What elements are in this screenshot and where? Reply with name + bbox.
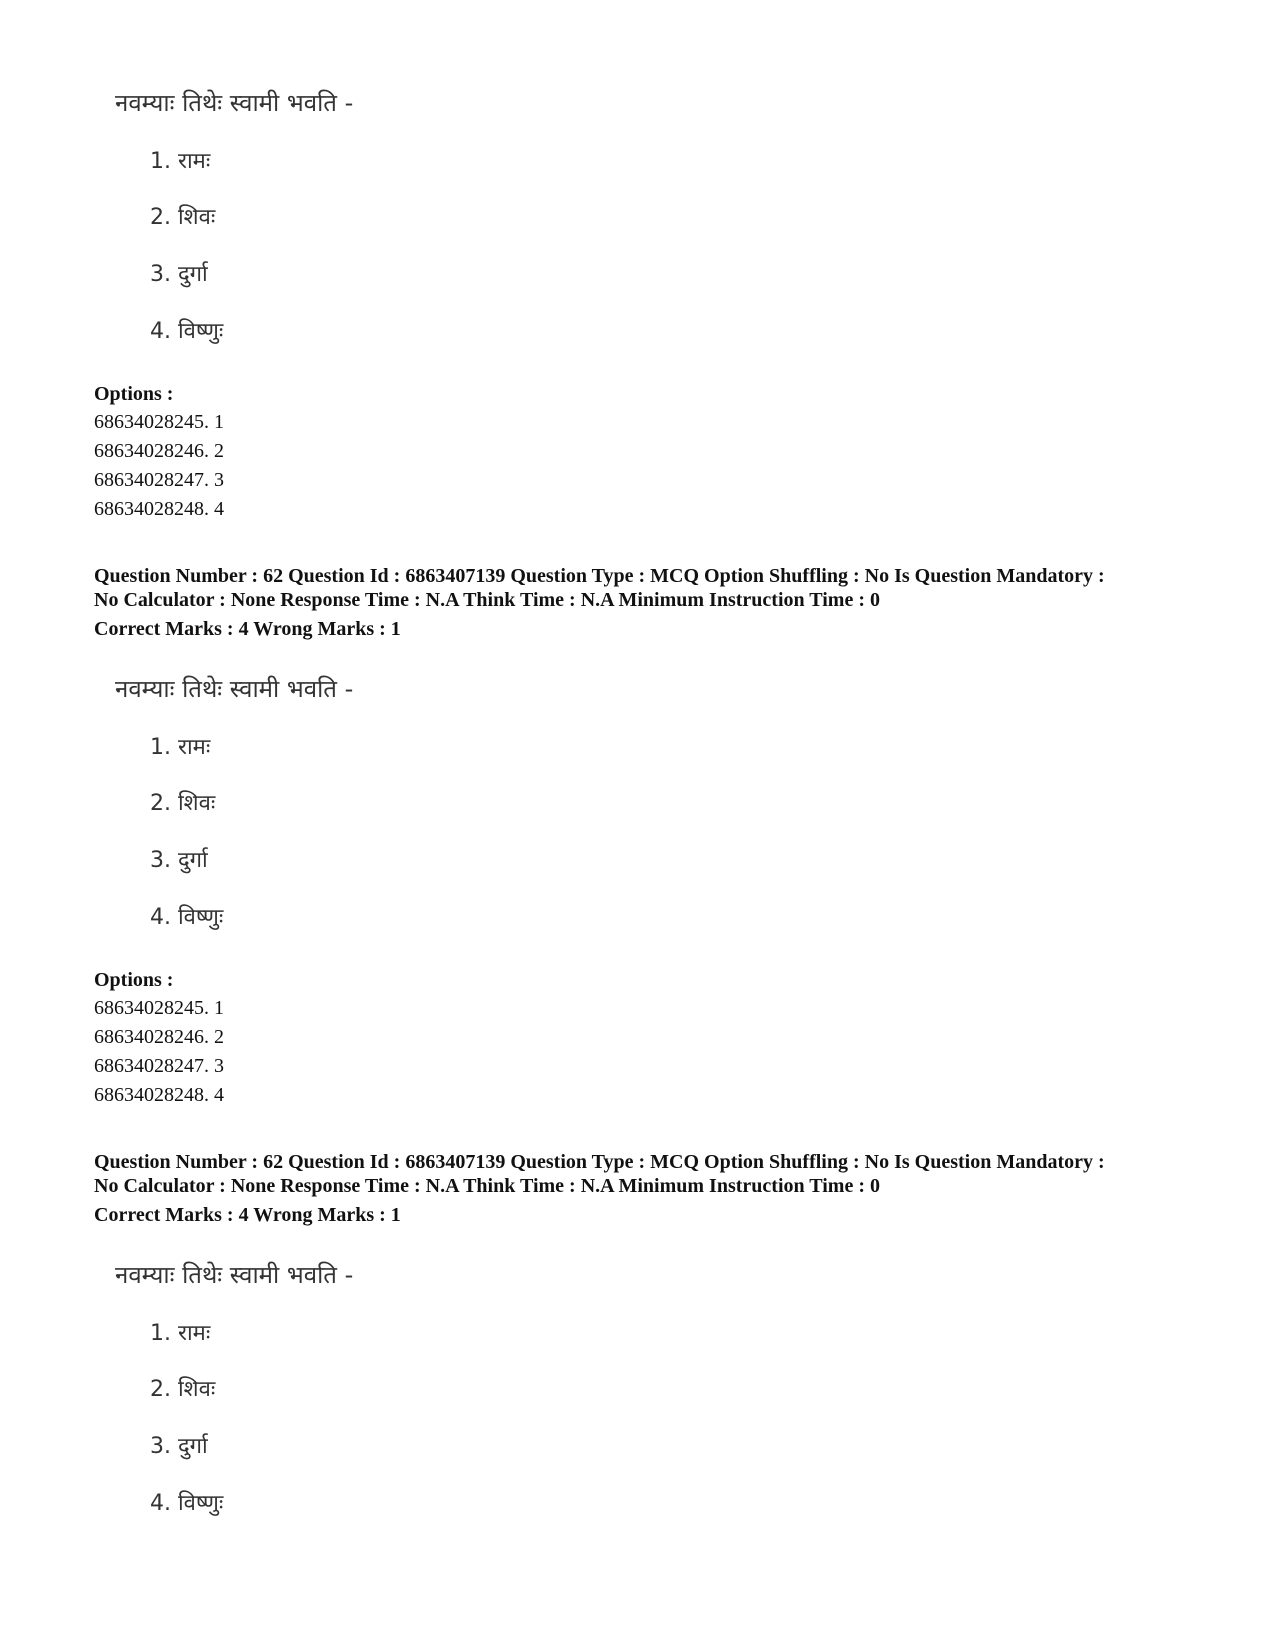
question-meta-line-1: Question Number : 62 Question Id : 6863407139 Question Type : MCQ Option Shuffling : No Is Question Mandatory :: [94, 1151, 1105, 1173]
option-line: 68634028246. 2: [94, 440, 224, 462]
option-line: 68634028248. 4: [94, 1084, 224, 1106]
choice-3: 3. दुर्गा: [150, 1434, 208, 1459]
choice-3: 3. दुर्गा: [150, 848, 208, 873]
choice-2: 2. शिवः: [150, 1377, 216, 1402]
option-line: 68634028245. 1: [94, 411, 224, 433]
option-line: 68634028247. 3: [94, 469, 224, 491]
choice-3: 3. दुर्गा: [150, 262, 208, 287]
options-heading: Options :: [94, 383, 174, 405]
choice-4: 4. विष्णुः: [150, 905, 224, 930]
choice-1: 1. रामः: [150, 149, 211, 174]
choice-4: 4. विष्णुः: [150, 1491, 224, 1516]
question-meta-line-2: No Calculator : None Response Time : N.A Think Time : N.A Minimum Instruction Time : 0: [94, 1175, 880, 1197]
options-heading: Options :: [94, 969, 174, 991]
option-line: 68634028247. 3: [94, 1055, 224, 1077]
question-meta-line-2: No Calculator : None Response Time : N.A Think Time : N.A Minimum Instruction Time : 0: [94, 589, 880, 611]
question-text: नवम्याः तिथेः स्वामी भवति -: [115, 1261, 354, 1289]
question-text: नवम्याः तिथेः स्वामी भवति -: [115, 675, 354, 703]
marks-line: Correct Marks : 4 Wrong Marks : 1: [94, 1204, 401, 1226]
choice-2: 2. शिवः: [150, 791, 216, 816]
choice-1: 1. रामः: [150, 735, 211, 760]
question-text: नवम्याः तिथेः स्वामी भवति -: [115, 89, 354, 117]
question-meta-line-1: Question Number : 62 Question Id : 6863407139 Question Type : MCQ Option Shuffling : No Is Question Mandatory :: [94, 565, 1105, 587]
marks-line: Correct Marks : 4 Wrong Marks : 1: [94, 618, 401, 640]
option-line: 68634028248. 4: [94, 498, 224, 520]
choice-4: 4. विष्णुः: [150, 319, 224, 344]
option-line: 68634028245. 1: [94, 997, 224, 1019]
choice-1: 1. रामः: [150, 1321, 211, 1346]
option-line: 68634028246. 2: [94, 1026, 224, 1048]
choice-2: 2. शिवः: [150, 205, 216, 230]
